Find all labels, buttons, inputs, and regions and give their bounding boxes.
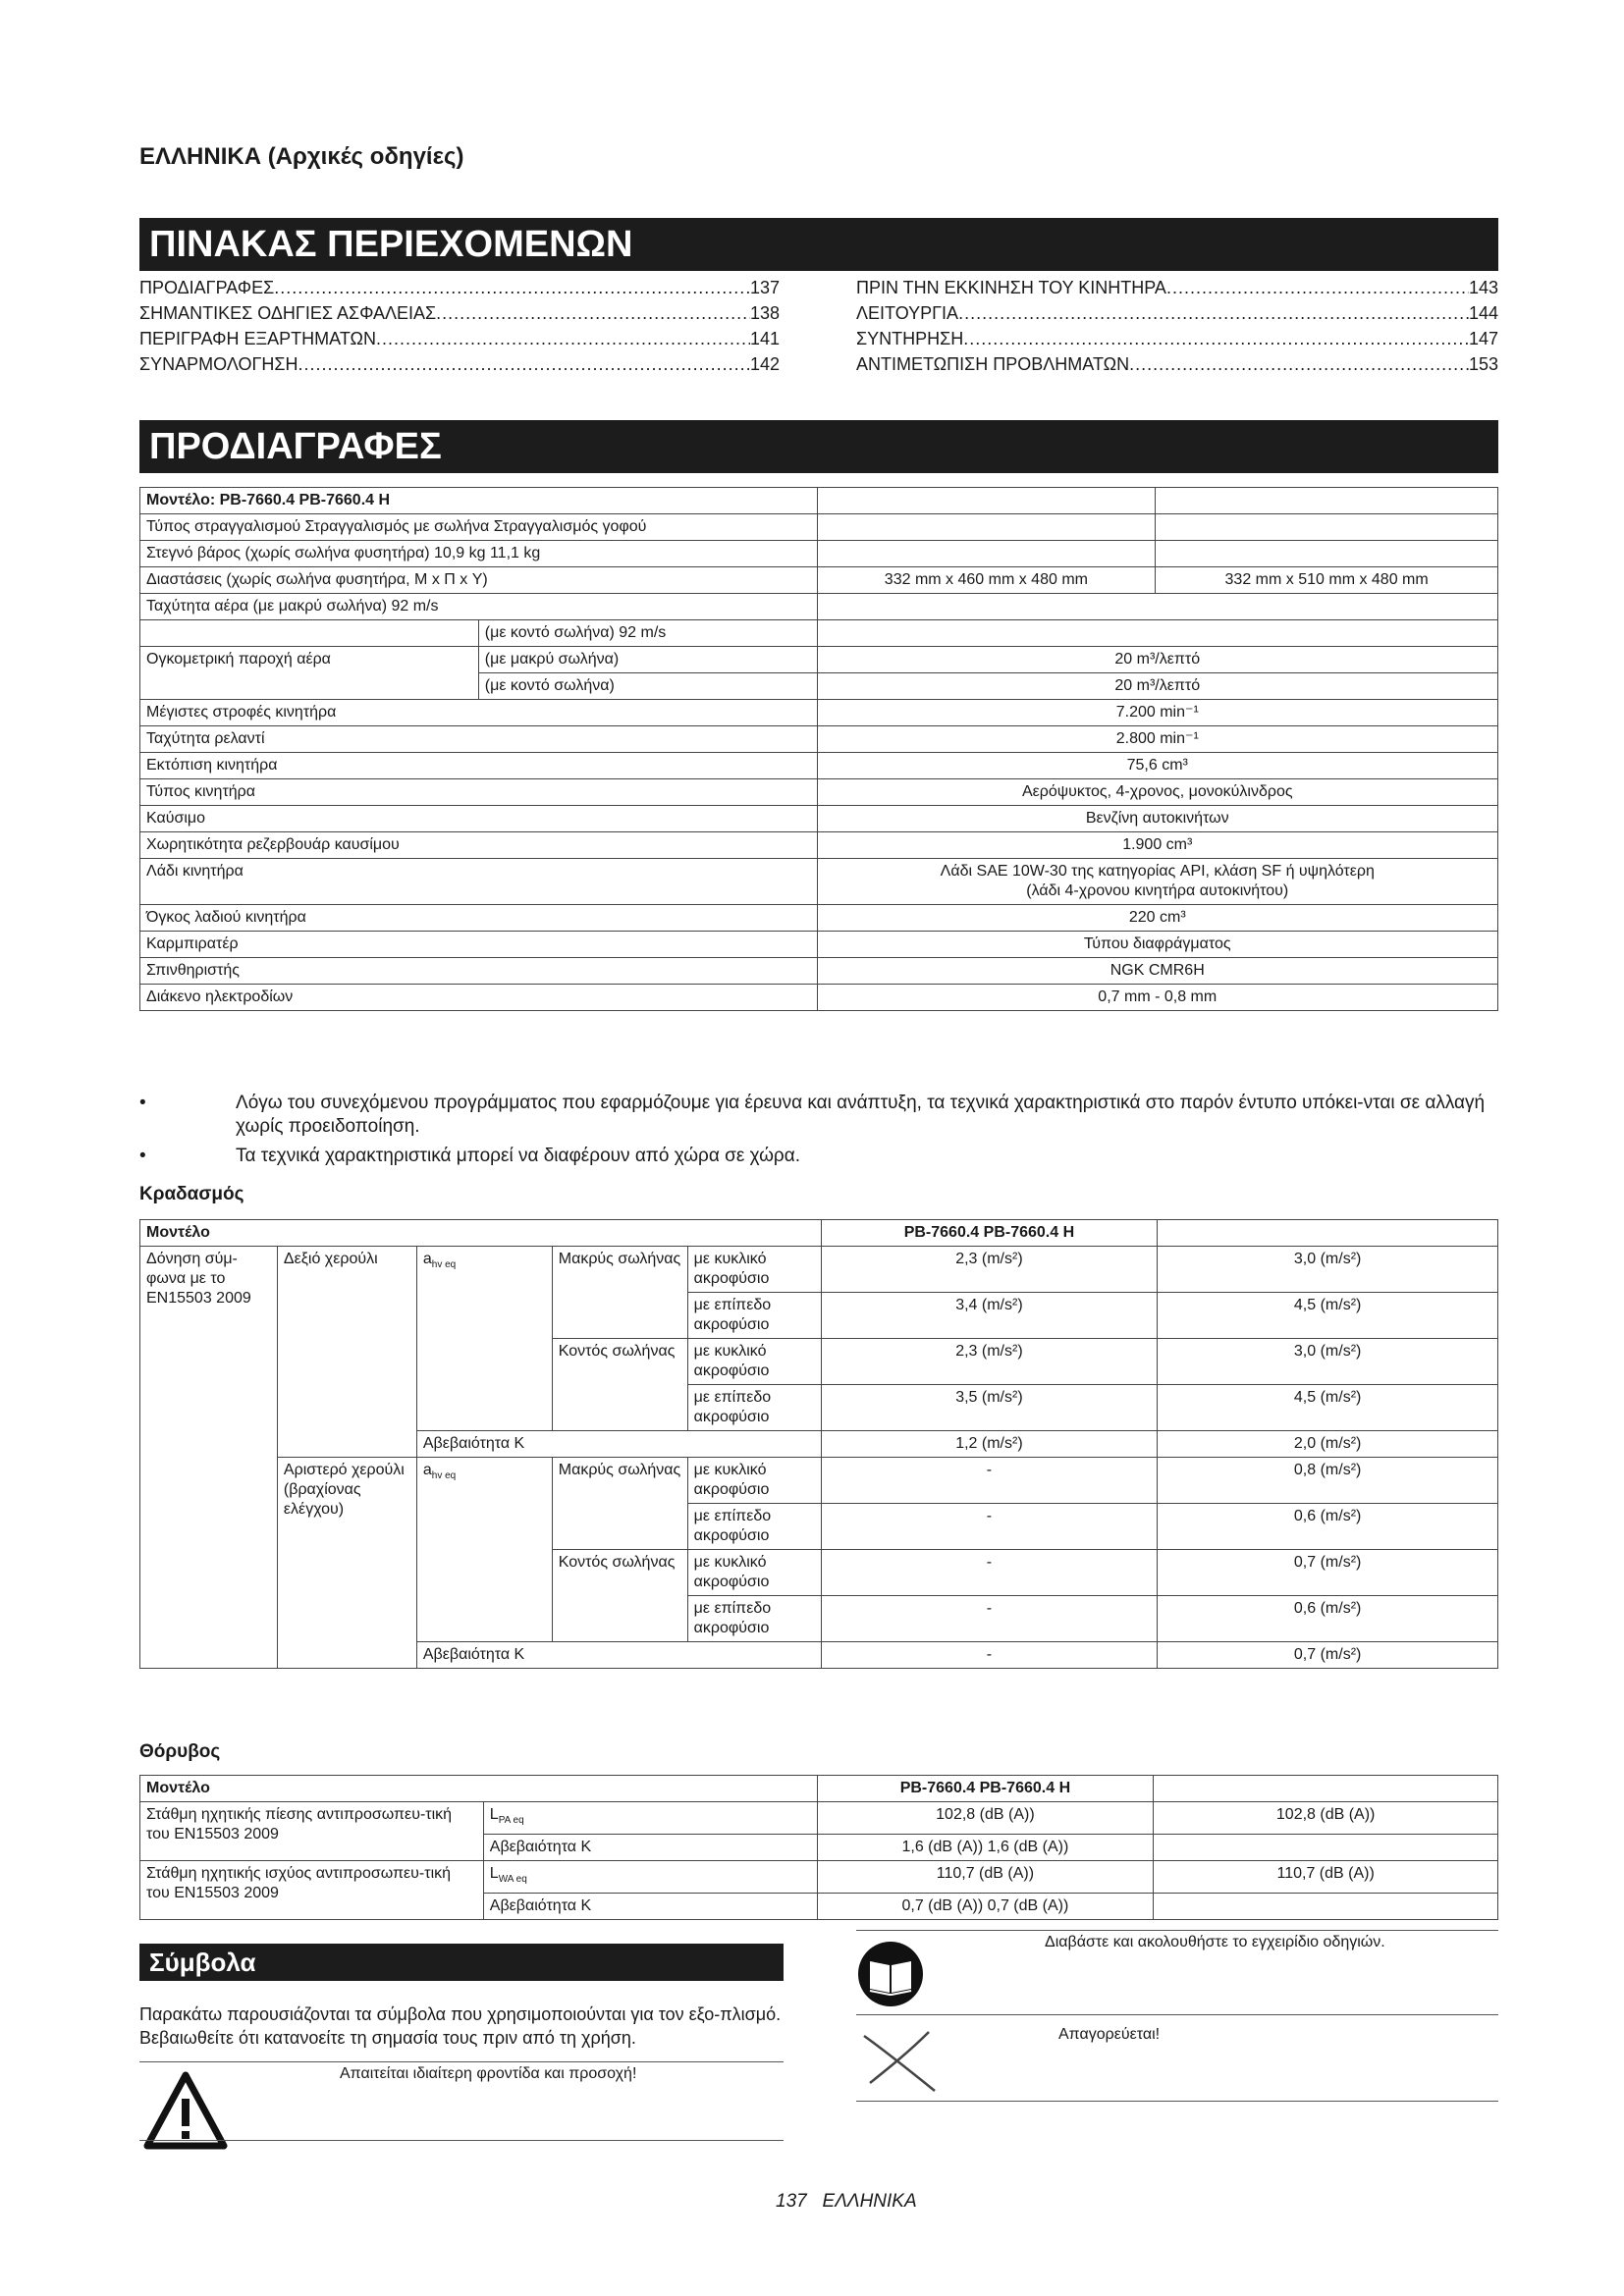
ahv-symbol: $a_{hv eq}$	[416, 1247, 552, 1431]
round-nozzle-label: με κυκλικό ακροφύσιο	[687, 1247, 821, 1293]
spec-value: 0,7 mm - 0,8 mm	[817, 985, 1497, 1011]
long-tube-label: Μακρύς σωλήνας	[552, 1247, 687, 1339]
toc-title: ΠΙΝΑΚΑΣ ΠΕΡΙΕΧΟΜΕΝΩΝ	[139, 218, 1498, 271]
spec-label: Ταχύτητα ρελαντί	[140, 726, 818, 753]
vibration-value: 2,3 (m/s²)	[821, 1339, 1158, 1385]
air-volume-value: 20 m³/λεπτό	[817, 647, 1497, 673]
spec-value: Τύπου διαφράγματος	[817, 932, 1497, 958]
toc-entry-label: ΣΗΜΑΝΤΙΚΕΣ ΟΔΗΓΙΕΣ ΑΣΦΑΛΕΙΑΣ	[139, 303, 437, 323]
round-nozzle-label: με κυκλικό ακροφύσιο	[687, 1458, 821, 1504]
noise-value: 102,8 (dB (A))	[817, 1802, 1154, 1835]
spec-label: Διάκενο ηλεκτροδίων	[140, 985, 818, 1011]
air-speed-short: (με κοντό σωλήνα) 92 m/s	[478, 620, 817, 647]
lpa-symbol: $L_{PA eq}$	[483, 1802, 817, 1835]
vibration-value: 0,7 (m/s²)	[1158, 1642, 1498, 1669]
spec-value: 7.200 min⁻¹	[817, 700, 1497, 726]
vibration-value: 1,2 (m/s²)	[821, 1431, 1158, 1458]
table-row	[140, 1861, 1498, 1894]
table-row	[140, 905, 1498, 932]
toc-entry-label: ΛΕΙΤΟΥΡΓΙΑ	[856, 303, 959, 323]
vibration-value: 2,0 (m/s²)	[1158, 1431, 1498, 1458]
toc-entry-page: 144	[1468, 303, 1498, 323]
notes-list	[139, 1092, 1498, 1174]
table-row	[140, 567, 1498, 594]
spec-label: Λάδι κινητήρα	[140, 859, 818, 905]
table-row	[140, 753, 1498, 779]
note-text: Τα τεχνικά χαρακτηριστικά μπορεί να διαφέρουν από χώρα σε χώρα.	[236, 1146, 800, 1166]
vibration-value: -	[821, 1458, 1158, 1504]
table-row	[140, 700, 1498, 726]
symbols-title: Σύμβολα	[139, 1944, 784, 1981]
vibration-heading: Κραδασμός	[139, 1184, 244, 1204]
lwa-symbol: $L_{WA eq}$	[483, 1861, 817, 1894]
list-item: • Τα τεχνικά χαρακτηριστικά μπορεί να διαφέρουν από χώρα σε χώρα.	[139, 1146, 800, 1166]
air-volume-label: Ογκομετρική παροχή αέρα	[140, 647, 479, 700]
air-volume-short-label: (με κοντό σωλήνα)	[478, 673, 817, 700]
divider	[856, 2014, 1498, 2015]
dimensions-value: 332 mm x 510 mm x 480 mm	[1156, 567, 1498, 594]
vibration-value: 0,7 (m/s²)	[1158, 1550, 1498, 1596]
toc-entry[interactable]	[139, 275, 780, 300]
specs-table	[139, 487, 1498, 1011]
table-row	[140, 647, 1498, 673]
table-row	[140, 620, 1498, 647]
short-tube-label: Κοντός σωλήνας	[552, 1550, 687, 1642]
vibration-value: 0,6 (m/s²)	[1158, 1596, 1498, 1642]
noise-value: 1,6 (dB (A)) 1,6 (dB (A))	[817, 1835, 1154, 1861]
spec-value: 220 cm³	[817, 905, 1497, 932]
toc-entry[interactable]	[139, 300, 780, 326]
spec-label: Καύσιμο	[140, 806, 818, 832]
spec-value: Βενζίνη αυτοκινήτων	[817, 806, 1497, 832]
toc-entry[interactable]	[856, 300, 1498, 326]
spec-label: Σπινθηριστής	[140, 958, 818, 985]
spec-label: Όγκος λαδιού κινητήρα	[140, 905, 818, 932]
vibration-value: 3,0 (m/s²)	[1158, 1339, 1498, 1385]
air-speed-long: Ταχύτητα αέρα (με μακρύ σωλήνα) 92 m/s	[140, 594, 818, 620]
noise-table	[139, 1775, 1498, 1920]
table-row	[140, 541, 1498, 567]
air-volume-value: 20 m³/λεπτό	[817, 673, 1497, 700]
spec-value: NGK CMR6H	[817, 958, 1497, 985]
divider	[856, 2101, 1498, 2102]
table-row	[140, 779, 1498, 806]
vibration-value: 0,8 (m/s²)	[1158, 1458, 1498, 1504]
divider	[139, 2140, 784, 2141]
warning-icon	[143, 2071, 228, 2150]
note-text: Λόγω του συνεχόμενου προγράμματος που εφαρμόζουμε για έρευνα και ανάπτυξη, τα τεχνικά χαρακτηριστικά στο παρόν έντυπο υπόκει-νται σε αλλαγή χωρίς προειδοποίηση.	[236, 1093, 1486, 1137]
noise-heading: Θόρυβος	[139, 1741, 221, 1762]
dimensions-value: 332 mm x 460 mm x 480 mm	[817, 567, 1156, 594]
toc-entry-label: ΠΡΟΔΙΑΓΡΑΦΕΣ	[139, 278, 275, 297]
warning-text: Απαιτείται ιδιαίτερη φροντίδα και προσοχή!	[340, 2065, 637, 2082]
sound-power-label: Στάθμη ηχητικής ισχύος αντιπροσωπευ-τική του EN15503 2009	[140, 1861, 484, 1920]
right-handle-label: Δεξιό χερούλι	[277, 1247, 416, 1458]
toc-entry-page: 153	[1468, 354, 1498, 374]
spec-label: Εκτόπιση κινητήρα	[140, 753, 818, 779]
round-nozzle-label: με κυκλικό ακροφύσιο	[687, 1339, 821, 1385]
toc-entry[interactable]	[139, 351, 780, 377]
toc-entry[interactable]	[856, 275, 1498, 300]
table-row	[140, 488, 1498, 514]
toc-entry-label: ΠΡΙΝ ΤΗΝ ΕΚΚΙΝΗΣΗ ΤΟΥ ΚΙΝΗΤΗΡΑ	[856, 278, 1166, 297]
uncertainty-label: Αβεβαιότητα K	[483, 1835, 817, 1861]
toc-entry-label: ΠΕΡΙΓΡΑΦΗ ΕΞΑΡΤΗΜΑΤΩΝ	[139, 329, 376, 348]
vibration-group-label: Δόνηση σύμ-φωνα με το EN15503 2009	[140, 1247, 278, 1669]
spec-label: Μέγιστες στροφές κινητήρα	[140, 700, 818, 726]
vibration-value: -	[821, 1596, 1158, 1642]
spec-value: 1.900 cm³	[817, 832, 1497, 859]
table-row	[140, 594, 1498, 620]
toc-entry-label: ΣΥΝΤΗΡΗΣΗ	[856, 329, 964, 348]
noise-value: 0,7 (dB (A)) 0,7 (dB (A))	[817, 1894, 1154, 1920]
vibration-value: 4,5 (m/s²)	[1158, 1385, 1498, 1431]
table-row	[140, 859, 1498, 905]
read-manual-text: Διαβάστε και ακολουθήστε το εγχειρίδιο οδηγιών.	[1045, 1934, 1385, 1950]
flat-nozzle-label: με επίπεδο ακροφύσιο	[687, 1596, 821, 1642]
read-manual-icon	[856, 1940, 925, 2008]
spec-value: Αερόψυκτος, 4-χρονος, μονοκύλινδρος	[817, 779, 1497, 806]
toc-left	[139, 275, 780, 377]
forbidden-text: Απαγορεύεται!	[1058, 2026, 1161, 2043]
toc-entry[interactable]	[856, 351, 1498, 377]
list-item: • Λόγω του συνεχόμενου προγράμματος που εφαρμόζουμε για έρευνα και ανάπτυξη, τα τεχνικά χαρακτηριστικά στο παρόν έντυπο υπόκει-νται σε αλλαγή χωρίς προειδοποίηση.	[139, 1092, 1498, 1139]
dry-weight-cell: Στεγνό βάρος (χωρίς σωλήνα φυσητήρα) 10,9 kg 11,1 kg	[140, 541, 818, 567]
flat-nozzle-label: με επίπεδο ακροφύσιο	[687, 1504, 821, 1550]
model-value: PB-7660.4 PB-7660.4 H	[821, 1220, 1158, 1247]
table-row	[140, 985, 1498, 1011]
toc-entry[interactable]	[856, 326, 1498, 351]
forbidden-icon	[860, 2026, 939, 2095]
toc-entry-label: ΑΝΤΙΜΕΤΩΠΙΣΗ ΠΡΟΒΛΗΜΑΤΩΝ	[856, 354, 1130, 374]
toc-entry-page: 141	[749, 329, 780, 348]
table-row	[140, 726, 1498, 753]
uncertainty-label: Αβεβαιότητα K	[483, 1894, 817, 1920]
vibration-value: -	[821, 1550, 1158, 1596]
toc-entry-page: 138	[749, 303, 780, 323]
vibration-value: 3,5 (m/s²)	[821, 1385, 1158, 1431]
table-row	[140, 932, 1498, 958]
toc-right	[856, 275, 1498, 377]
noise-value: 110,7 (dB (A))	[1154, 1861, 1498, 1894]
table-row	[140, 1802, 1498, 1835]
footer-language: ΕΛΛΗΝΙΚΑ	[822, 2191, 917, 2212]
vibration-value: 4,5 (m/s²)	[1158, 1293, 1498, 1339]
page-number: 137	[776, 2191, 807, 2212]
model-label: Μοντέλο	[140, 1220, 822, 1247]
spec-label: Τύπος κινητήρα	[140, 779, 818, 806]
vibration-value: 0,6 (m/s²)	[1158, 1504, 1498, 1550]
uncertainty-label: Αβεβαιότητα K	[416, 1642, 821, 1669]
divider	[139, 2061, 784, 2062]
model-value: PB-7660.4 PB-7660.4 H	[817, 1776, 1154, 1802]
symbols-intro: Παρακάτω παρουσιάζονται τα σύμβολα που χρησιμοποιούνται για τον εξο-πλισμό. Βεβαιωθείτε ότι κατανοείτε τη σημασία τους πριν από τη χρήση.	[139, 2004, 782, 2048]
left-handle-label: Αριστερό χερούλι (βραχίονας ελέγχου)	[277, 1458, 416, 1669]
vibration-value: -	[821, 1642, 1158, 1669]
table-row	[140, 958, 1498, 985]
air-volume-long-label: (με μακρύ σωλήνα)	[478, 647, 817, 673]
divider	[856, 1930, 1498, 1931]
language-title: ΕΛΛΗΝΙΚΑ (Αρχικές οδηγίες)	[139, 143, 464, 170]
spec-value: 2.800 min⁻¹	[817, 726, 1497, 753]
table-row	[140, 1247, 1498, 1293]
noise-value: 102,8 (dB (A))	[1154, 1802, 1498, 1835]
short-tube-label: Κοντός σωλήνας	[552, 1339, 687, 1431]
dimensions-label: Διαστάσεις (χωρίς σωλήνα φυσητήρα, Μ x Π x Υ)	[140, 567, 818, 594]
ahv-symbol: $a_{hv eq}$	[416, 1458, 552, 1642]
table-row	[140, 1220, 1498, 1247]
flat-nozzle-label: με επίπεδο ακροφύσιο	[687, 1293, 821, 1339]
table-row	[140, 806, 1498, 832]
long-tube-label: Μακρύς σωλήνας	[552, 1458, 687, 1550]
noise-value: 110,7 (dB (A))	[817, 1861, 1154, 1894]
vibration-value: 3,0 (m/s²)	[1158, 1247, 1498, 1293]
vibration-table	[139, 1219, 1498, 1669]
oil-value-line: Λάδι SAE 10W-30 της κατηγορίας API, κλάση SF ή υψηλότερη	[940, 863, 1375, 880]
table-row	[140, 1458, 1498, 1504]
toc-entry-page: 143	[1468, 278, 1498, 297]
specs-title: ΠΡΟΔΙΑΓΡΑΦΕΣ	[139, 420, 1498, 473]
toc-entry-page: 142	[749, 354, 780, 374]
table-row	[140, 1776, 1498, 1802]
toc-entry-page: 147	[1468, 329, 1498, 348]
flat-nozzle-label: με επίπεδο ακροφύσιο	[687, 1385, 821, 1431]
toc-entry-label: ΣΥΝΑΡΜΟΛΟΓΗΣΗ	[139, 354, 298, 374]
vibration-value: -	[821, 1504, 1158, 1550]
spec-value	[817, 859, 1497, 905]
table-row	[140, 832, 1498, 859]
blower-type-cell: Τύπος στραγγαλισμού Στραγγαλισμός με σωλήνα Στραγγαλισμός γοφού	[140, 514, 818, 541]
table-row	[140, 514, 1498, 541]
spec-label: Καρμπιρατέρ	[140, 932, 818, 958]
toc-entry-page: 137	[749, 278, 780, 297]
toc-entry[interactable]	[139, 326, 780, 351]
model-label: Μοντέλο	[140, 1776, 818, 1802]
vibration-value: 3,4 (m/s²)	[821, 1293, 1158, 1339]
vibration-value: 2,3 (m/s²)	[821, 1247, 1158, 1293]
page-footer	[776, 2191, 917, 2213]
model-cell: Μοντέλο: PB-7660.4 PB-7660.4 H	[140, 488, 818, 514]
round-nozzle-label: με κυκλικό ακροφύσιο	[687, 1550, 821, 1596]
spec-label: Χωρητικότητα ρεζερβουάρ καυσίμου	[140, 832, 818, 859]
sound-pressure-label: Στάθμη ηχητικής πίεσης αντιπροσωπευ-τική του EN15503 2009	[140, 1802, 484, 1861]
spec-value: 75,6 cm³	[817, 753, 1497, 779]
oil-value-line: (λάδι 4-χρονου κινητήρα αυτοκινήτου)	[1026, 882, 1289, 899]
uncertainty-label: Αβεβαιότητα K	[416, 1431, 821, 1458]
